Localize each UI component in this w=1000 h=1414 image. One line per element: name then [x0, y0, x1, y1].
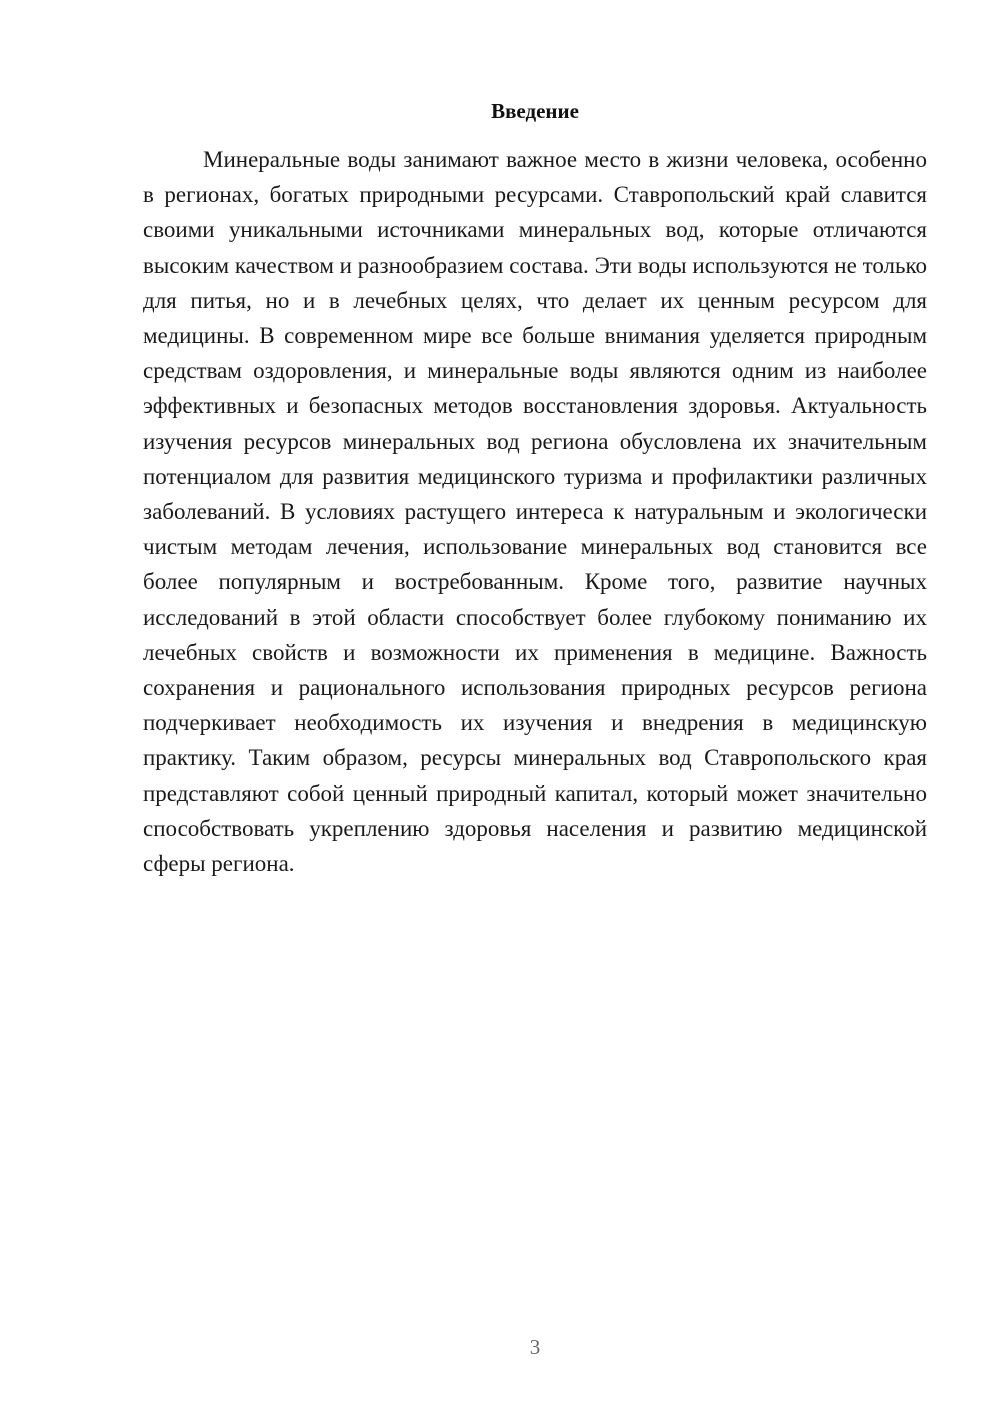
introduction-paragraph: Минеральные воды занимают важное место в жизни человека, особенно в регионах, богатых природными ресурсами. Ставропольский край славится своими уникальными источниками минеральных вод, которые отличаются высоким качеством и разнообразием состава. Эти воды используются не только для питья, но и в лечебных целях, что делает их ценным ресурсом для медицины. В современном мире все больше внимания уделяется природным средствам оздоровления, и минеральные воды являются одним из наиболее эффективных и безопасных методов восстановления здоровья. Актуальность изучения ресурсов минеральных вод региона обусловлена их значительным потенциалом для развития медицинского туризма и профилактики различных заболеваний. В условиях растущего интереса к натуральным и экологически чистым методам лечения, использование минеральных вод становится все более популярным и востребованным. Кроме того, развитие научных исследований в этой области способствует более глубокому пониманию их лечебных свойств и возможности их применения в медицине. Важность сохранения и рационального использования природных ресурсов региона подчеркивает необходимость их изучения и внедрения в медицинскую практику. Таким образом, ресурсы минеральных вод Ставропольского края представляют собой ценный природный капитал, который может значительно способствовать укреплению здоровья населения и развитию медицинской сферы региона. [143, 147, 927, 877]
section-heading: Введение [491, 99, 579, 123]
page-number: 3 [529, 1335, 541, 1359]
